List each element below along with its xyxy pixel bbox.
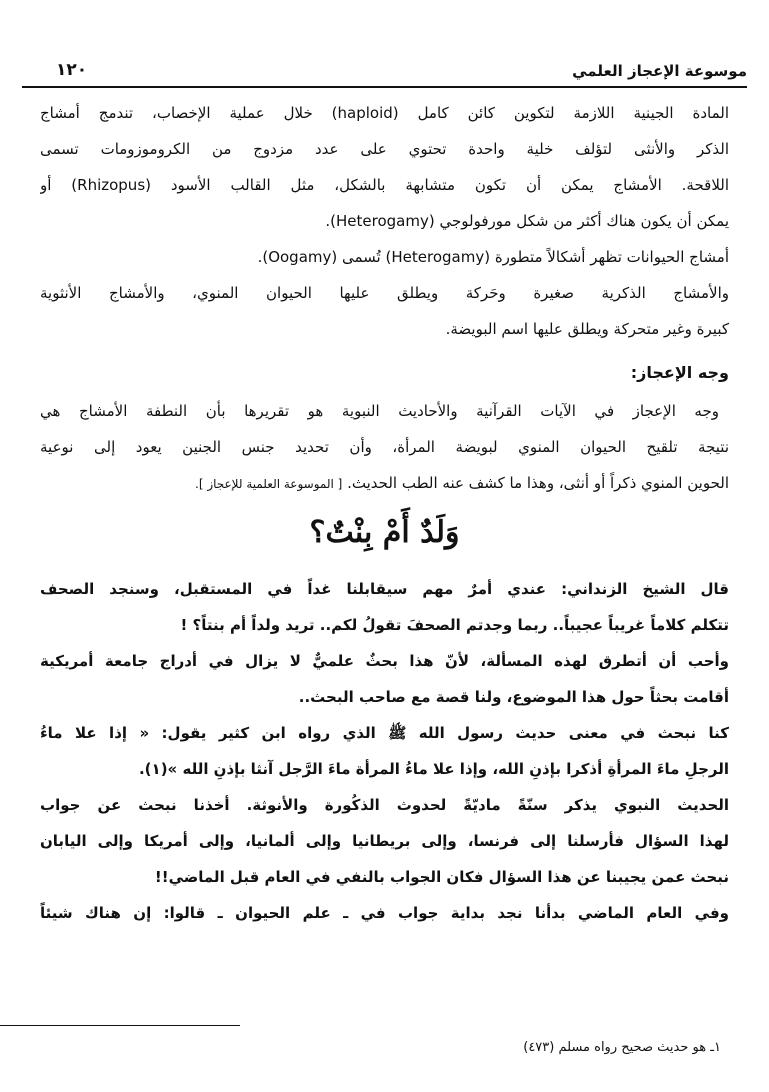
footnote-divider bbox=[0, 1025, 240, 1026]
paragraph-haploid bbox=[40, 95, 729, 239]
text-line: الرجلِ ماءَ المرأةِ أذكرا بإذنِ الله، وإذا علا ماءُ المرأة ماءَ الرَّجل آنثا بإذنِ الله »(١). bbox=[138, 760, 729, 778]
text-line: الحديث النبوي يذكر سنّةً ماديّةً لحدوث الذكُورة والأنوثة. أخذنا نبحث عن جواب bbox=[40, 796, 729, 814]
text-line: والأمشاج الذكرية صغيرة وحَركة ويطلق عليها الحيوان المنوي، والأمشاج الأنثوية bbox=[40, 284, 729, 302]
chapter-title: وَلَدٌ أَمْ بِنْتٌ؟ bbox=[309, 515, 460, 550]
ijaz-line-text: الحوين المنوي ذكراً أو أنثى، وهذا ما كشف عنه الطب الحديث. bbox=[347, 474, 729, 492]
paragraph-animal-gametes bbox=[40, 239, 729, 275]
paragraph-search bbox=[40, 787, 729, 895]
text-line: يمكن أن يكون هناك أكثر من شكل مورفولوجي (Heterogamy). bbox=[325, 212, 729, 230]
paragraph-male-female-gametes bbox=[40, 275, 729, 347]
page-number: ١٢٠ bbox=[56, 60, 88, 80]
text-line: قال الشيخ الزنداني: عندي أمرٌ مهم سيقابلنا غداً في المستقبل، وسنجد الصحف bbox=[40, 580, 729, 598]
text-line: وفي العام الماضي بدأنا نجد بداية جواب في ـ علم الحيوان ـ قالوا: إن هناك شيئاً bbox=[40, 904, 729, 922]
page-header bbox=[22, 58, 747, 88]
text-line: الذكر والأنثى لتؤلف خلية واحدة تحتوي على عدد مزدوج من الكروموزومات تسمى bbox=[40, 140, 729, 158]
text-line: وأحب أن أتطرق لهذه المسألة، لأنّ هذا بحثٌ علميٌّ لا يزال في أدراج جامعة أمريكية bbox=[40, 652, 729, 670]
text-line: أقامت بحثاً حول هذا الموضوع، ولنا قصة مع صاحب البحث.. bbox=[298, 688, 729, 706]
text-line: أمشاج الحيوانات تظهر أشكالاً متطورة (Heterogamy) تُسمى (Oogamy). bbox=[257, 248, 729, 266]
section-heading: وجه الإعجاز: bbox=[630, 363, 729, 382]
paragraph-ijaz bbox=[40, 393, 729, 501]
header-divider bbox=[22, 86, 747, 88]
paragraph-research bbox=[40, 643, 729, 715]
paragraph-hadith bbox=[40, 715, 729, 787]
source-reference: [ الموسوعة العلمية للإعجاز ]. bbox=[195, 477, 343, 491]
text-line: كنا نبحث في معنى حديث رسول الله ﷺ الذي رواه ابن كثير يقول: « إذا علا ماءُ bbox=[40, 724, 729, 742]
paragraph-zindani bbox=[40, 571, 729, 643]
text-line: اللاقحة. الأمشاج يمكن أن تكون متشابهة بالشكل، مثل القالب الأسود (Rhizopus) أو bbox=[40, 176, 729, 194]
paragraph-last-year bbox=[40, 895, 729, 931]
text-line: نتيجة تلقيح الحيوان المنوي لبويضة المرأة، وأن تحديد جنس الجنين يعود إلى نوعية bbox=[40, 438, 729, 456]
running-title: موسوعة الإعجاز العلمي bbox=[572, 62, 747, 80]
text-line bbox=[40, 465, 729, 501]
text-line: وجه الإعجاز في الآيات القرآنية والأحاديث النبوية هو تقريرها بأن النطفة الأمشاج هي bbox=[40, 402, 719, 420]
page-body bbox=[40, 95, 729, 931]
text-line: تتكلم كلاماً غريباً عجيباً.. ربما وجدتم الصحفَ تقولُ لكم.. تريد ولداً أم بنتاً؟ ! bbox=[180, 616, 729, 634]
text-line: نبحث عمن يجيبنا عن هذا السؤال فكان الجواب بالنفي في العام قبل الماضي!! bbox=[154, 868, 729, 886]
text-line: المادة الجينية اللازمة لتكوين كائن كامل (haploid) خلال عملية الإخصاب، تندمج أمشاج bbox=[40, 104, 729, 122]
text-line: كبيرة وغير متحركة ويطلق عليها اسم البويضة. bbox=[445, 320, 729, 338]
text-line: لهذا السؤال فأرسلنا إلى فرنسا، وإلى بريطانيا وإلى ألمانيا، وإلى أمريكا وإلى اليابان bbox=[40, 832, 729, 850]
footnote: ١ـ هو حديث صحيح رواه مسلم (٤٧٣) bbox=[523, 1040, 721, 1055]
